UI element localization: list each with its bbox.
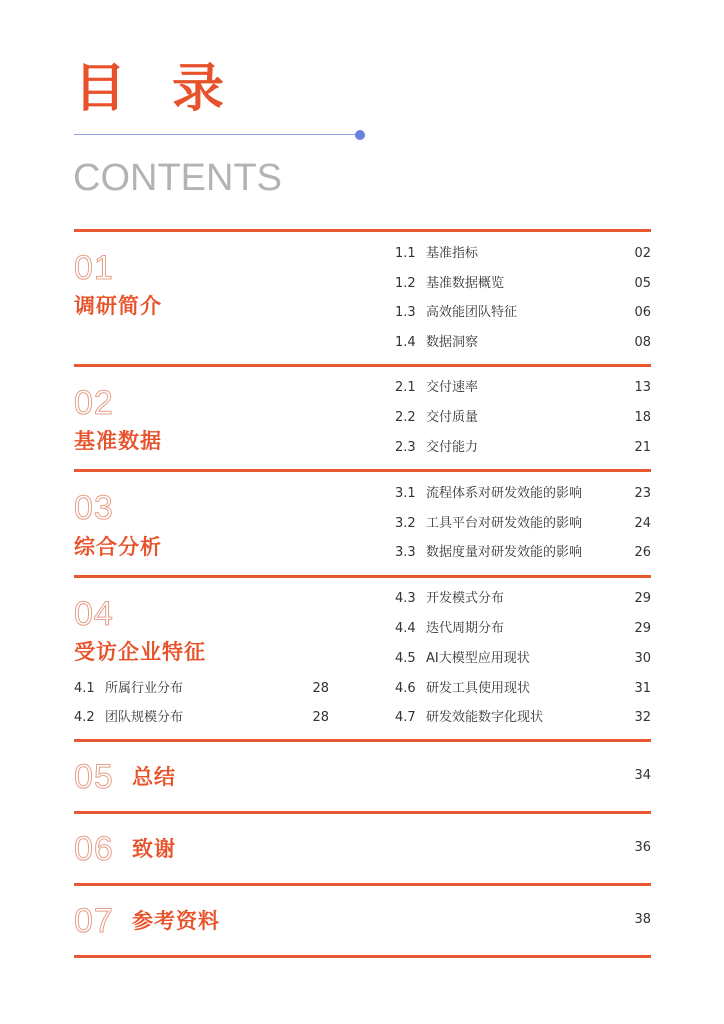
entry-index: 3.2 [395, 516, 416, 531]
section-number: 03 [74, 489, 114, 527]
entry-page: 08 [634, 335, 651, 350]
toc-entry[interactable] [395, 380, 651, 396]
toc-entry[interactable] [74, 681, 329, 697]
entry-index: 3.3 [395, 545, 416, 560]
section-title[interactable]: 参考资料 [132, 909, 220, 933]
divider-dot-icon [355, 130, 365, 140]
section-title[interactable]: 调研简介 [74, 294, 162, 318]
entry-label: 交付速率 [426, 380, 479, 395]
entry-index: 1.2 [395, 276, 416, 291]
toc-entry[interactable] [395, 246, 651, 262]
entry-label: 研发工具使用现状 [426, 681, 531, 696]
entry-label: 所属行业分布 [105, 681, 184, 696]
entry-index: 1.4 [395, 335, 416, 350]
entry-page: 24 [634, 516, 651, 531]
section-divider [74, 739, 651, 742]
toc-entry[interactable] [395, 276, 651, 292]
entry-index: 2.2 [395, 410, 416, 425]
section-page: 34 [634, 768, 651, 783]
toc-entry[interactable] [395, 335, 651, 351]
toc-entry[interactable] [395, 545, 651, 561]
entry-page: 32 [634, 710, 651, 725]
section-divider [74, 575, 651, 578]
section-number: 05 [74, 758, 114, 796]
entry-index: 1.1 [395, 246, 416, 261]
entry-label: 数据度量对研发效能的影响 [426, 545, 583, 560]
section-number: 06 [74, 830, 114, 868]
section-title[interactable]: 总结 [132, 765, 176, 789]
toc-entry[interactable] [395, 410, 651, 426]
entry-page: 23 [634, 486, 651, 501]
toc-entry[interactable] [395, 591, 651, 607]
entry-page: 29 [634, 621, 651, 636]
entry-label: 开发模式分布 [426, 591, 505, 606]
entry-label: 基准指标 [426, 246, 479, 261]
entry-index: 2.1 [395, 380, 416, 395]
entry-page: 05 [634, 276, 651, 291]
entry-index: 1.3 [395, 305, 416, 320]
toc-entry[interactable] [395, 710, 651, 726]
entry-label: 交付能力 [426, 440, 479, 455]
entry-label: 基准数据概览 [426, 276, 505, 291]
section-number: 04 [74, 595, 114, 633]
entry-index: 4.5 [395, 651, 416, 666]
entry-page: 31 [634, 681, 651, 696]
section-page: 36 [634, 840, 651, 855]
page-title: 目录 [74, 59, 271, 119]
entry-label: 研发效能数字化现状 [426, 710, 544, 725]
toc-entry[interactable] [395, 305, 651, 321]
toc-entry[interactable] [395, 486, 651, 502]
entry-page: 26 [634, 545, 651, 560]
entry-page: 18 [634, 410, 651, 425]
section-divider [74, 229, 651, 232]
entry-index: 4.3 [395, 591, 416, 606]
entry-index: 4.2 [74, 710, 95, 725]
entry-page: 28 [312, 681, 329, 696]
entry-label: 工具平台对研发效能的影响 [426, 516, 583, 531]
section-title[interactable]: 基准数据 [74, 429, 162, 453]
section-number: 02 [74, 384, 114, 422]
entry-index: 4.7 [395, 710, 416, 725]
toc-entry[interactable] [395, 440, 651, 456]
entry-label: 团队规模分布 [105, 710, 184, 725]
entry-page: 30 [634, 651, 651, 666]
section-title[interactable]: 综合分析 [74, 535, 162, 559]
title-divider [74, 134, 358, 135]
entry-index: 2.3 [395, 440, 416, 455]
entry-label: 流程体系对研发效能的影响 [426, 486, 583, 501]
entry-page: 21 [634, 440, 651, 455]
entry-page: 13 [634, 380, 651, 395]
toc-entry[interactable] [395, 681, 651, 697]
section-title[interactable]: 受访企业特征 [74, 640, 206, 664]
entry-index: 4.1 [74, 681, 95, 696]
entry-index: 3.1 [395, 486, 416, 501]
entry-page: 28 [312, 710, 329, 725]
entry-label: 高效能团队特征 [426, 305, 518, 320]
entry-page: 06 [634, 305, 651, 320]
toc-entry[interactable] [395, 651, 651, 667]
section-divider [74, 955, 651, 958]
toc-entry[interactable] [395, 621, 651, 637]
section-title[interactable]: 致谢 [132, 837, 176, 861]
section-divider [74, 811, 651, 814]
section-divider [74, 883, 651, 886]
entry-label: 交付质量 [426, 410, 479, 425]
toc-entry[interactable] [74, 710, 329, 726]
entry-label: 迭代周期分布 [426, 621, 505, 636]
section-divider [74, 364, 651, 367]
section-divider [74, 469, 651, 472]
entry-page: 02 [634, 246, 651, 261]
toc-entry[interactable] [395, 516, 651, 532]
section-number: 07 [74, 902, 114, 940]
entry-label: AI大模型应用现状 [426, 651, 530, 666]
section-page: 38 [634, 912, 651, 927]
entry-label: 数据洞察 [426, 335, 479, 350]
entry-index: 4.6 [395, 681, 416, 696]
entry-page: 29 [634, 591, 651, 606]
section-number: 01 [74, 249, 114, 287]
entry-index: 4.4 [395, 621, 416, 636]
page-subtitle: CONTENTS [73, 157, 282, 199]
